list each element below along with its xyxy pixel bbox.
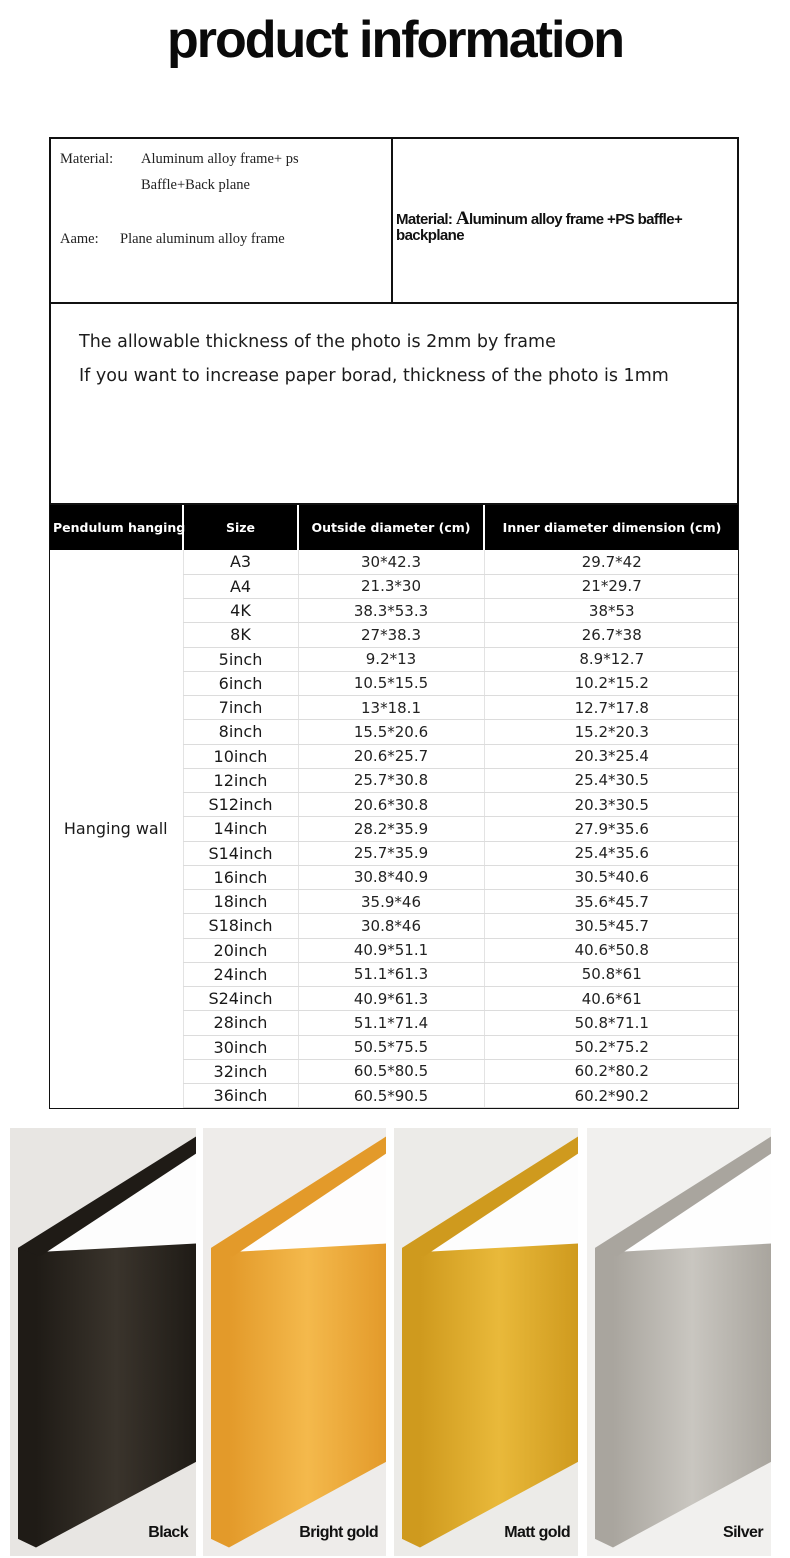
material-description-text: luminum alloy frame +PS baffle+ backplane (396, 211, 683, 244)
header-outside-diameter: Outside diameter (cm) (298, 505, 484, 550)
inner-diameter-cell: 30.5*40.6 (484, 865, 739, 889)
inner-diameter-cell: 15.2*20.3 (484, 720, 739, 744)
table-header-row (49, 505, 739, 550)
frame-corner-image (203, 1128, 386, 1556)
outside-diameter-cell: 51.1*61.3 (298, 962, 484, 986)
outside-diameter-cell: 9.2*13 (298, 647, 484, 671)
size-cell: 28inch (183, 1011, 298, 1035)
size-cell: 20inch (183, 938, 298, 962)
swatch-label: Black (148, 1524, 188, 1541)
outside-diameter-cell: 25.7*35.9 (298, 841, 484, 865)
outside-diameter-cell: 50.5*75.5 (298, 1035, 484, 1059)
header-size: Size (183, 505, 298, 550)
swatch-silver (587, 1128, 771, 1556)
frame-corner-image (587, 1128, 771, 1556)
outside-diameter-cell: 60.5*80.5 (298, 1059, 484, 1083)
size-cell: 7inch (183, 696, 298, 720)
size-cell: 36inch (183, 1084, 298, 1108)
inner-diameter-cell: 30.5*45.7 (484, 914, 739, 938)
size-cell: 24inch (183, 962, 298, 986)
inner-diameter-cell: 50.8*71.1 (484, 1011, 739, 1035)
size-cell: S12inch (183, 793, 298, 817)
outside-diameter-cell: 21.3*30 (298, 574, 484, 598)
outside-diameter-cell: 51.1*71.4 (298, 1011, 484, 1035)
page-title: product information (167, 11, 623, 69)
outside-diameter-cell: 13*18.1 (298, 696, 484, 720)
outside-diameter-cell: 15.5*20.6 (298, 720, 484, 744)
table-row (49, 550, 739, 574)
size-cell: S24inch (183, 987, 298, 1011)
inner-diameter-cell: 38*53 (484, 599, 739, 623)
inner-diameter-cell: 12.7*17.8 (484, 696, 739, 720)
outside-diameter-cell: 38.3*53.3 (298, 599, 484, 623)
swatch-bright-gold (203, 1128, 386, 1556)
outside-diameter-cell: 28.2*35.9 (298, 817, 484, 841)
size-cell: 6inch (183, 671, 298, 695)
inner-diameter-cell: 25.4*30.5 (484, 768, 739, 792)
inner-diameter-cell: 25.4*35.6 (484, 841, 739, 865)
thickness-line-1: The allowable thickness of the photo is 2mm by frame (79, 332, 556, 352)
group-label: Hanging wall (63, 819, 168, 839)
inner-diameter-cell: 10.2*15.2 (484, 671, 739, 695)
inner-diameter-cell: 21*29.7 (484, 574, 739, 598)
size-cell: 5inch (183, 647, 298, 671)
thickness-note (51, 304, 737, 503)
size-cell: 16inch (183, 865, 298, 889)
inner-diameter-cell: 35.6*45.7 (484, 890, 739, 914)
size-cell: 4K (183, 599, 298, 623)
size-cell: A4 (183, 574, 298, 598)
size-cell: 32inch (183, 1059, 298, 1083)
size-cell: S14inch (183, 841, 298, 865)
swatch-matt-gold (394, 1128, 578, 1556)
swatch-label: Matt gold (504, 1524, 570, 1541)
inner-diameter-cell: 29.7*42 (484, 550, 739, 574)
size-cell: 14inch (183, 817, 298, 841)
size-cell: 8inch (183, 720, 298, 744)
spec-right-cell (393, 139, 737, 304)
spec-box (49, 137, 739, 505)
material-value-line2: Baffle+Back plane (141, 177, 250, 193)
spec-left-cell (51, 139, 393, 304)
size-cell: 10inch (183, 744, 298, 768)
inner-diameter-cell: 50.2*75.2 (484, 1035, 739, 1059)
size-cell: 18inch (183, 890, 298, 914)
outside-diameter-cell: 30*42.3 (298, 550, 484, 574)
material-initial: A (455, 208, 469, 229)
inner-diameter-cell: 27.9*35.6 (484, 817, 739, 841)
size-cell: 12inch (183, 768, 298, 792)
outside-diameter-cell: 35.9*46 (298, 890, 484, 914)
header-inner-diameter: Inner diameter dimension (cm) (484, 505, 739, 550)
outside-diameter-cell: 10.5*15.5 (298, 671, 484, 695)
outside-diameter-cell: 30.8*40.9 (298, 865, 484, 889)
inner-diameter-cell: 40.6*61 (484, 987, 739, 1011)
swatch-label: Bright gold (299, 1524, 378, 1541)
swatch-black (10, 1128, 196, 1556)
material-row (60, 151, 299, 168)
outside-diameter-cell: 30.8*46 (298, 914, 484, 938)
size-table (49, 505, 739, 1108)
outside-diameter-cell: 40.9*61.3 (298, 987, 484, 1011)
material-label: Material: (60, 151, 114, 167)
frame-corner-image (10, 1128, 196, 1556)
inner-diameter-cell: 60.2*90.2 (484, 1084, 739, 1108)
inner-diameter-cell: 60.2*80.2 (484, 1059, 739, 1083)
size-table-body (49, 550, 739, 1108)
size-cell: 30inch (183, 1035, 298, 1059)
material-description (396, 208, 732, 244)
outside-diameter-cell: 20.6*30.8 (298, 793, 484, 817)
size-cell: S18inch (183, 914, 298, 938)
outside-diameter-cell: 25.7*30.8 (298, 768, 484, 792)
inner-diameter-cell: 50.8*61 (484, 962, 739, 986)
outside-diameter-cell: 27*38.3 (298, 623, 484, 647)
material-value: Aluminum alloy frame+ ps (141, 151, 299, 167)
size-cell: A3 (183, 550, 298, 574)
outside-diameter-cell: 60.5*90.5 (298, 1084, 484, 1108)
material-label-right: Material: (396, 211, 453, 228)
inner-diameter-cell: 20.3*25.4 (484, 744, 739, 768)
inner-diameter-cell: 20.3*30.5 (484, 793, 739, 817)
header-pendulum-hanging: Pendulum hanging (49, 505, 183, 550)
inner-diameter-cell: 40.6*50.8 (484, 938, 739, 962)
frame-corner-image (394, 1128, 578, 1556)
name-label: Aame: (60, 231, 99, 247)
name-value: Plane aluminum alloy frame (120, 231, 285, 247)
name-row (60, 231, 285, 248)
thickness-line-2: If you want to increase paper borad, thickness of the photo is 1mm (79, 366, 669, 386)
inner-diameter-cell: 26.7*38 (484, 623, 739, 647)
size-cell: 8K (183, 623, 298, 647)
outside-diameter-cell: 40.9*51.1 (298, 938, 484, 962)
outside-diameter-cell: 20.6*25.7 (298, 744, 484, 768)
swatch-label: Silver (723, 1524, 763, 1541)
inner-diameter-cell: 8.9*12.7 (484, 647, 739, 671)
